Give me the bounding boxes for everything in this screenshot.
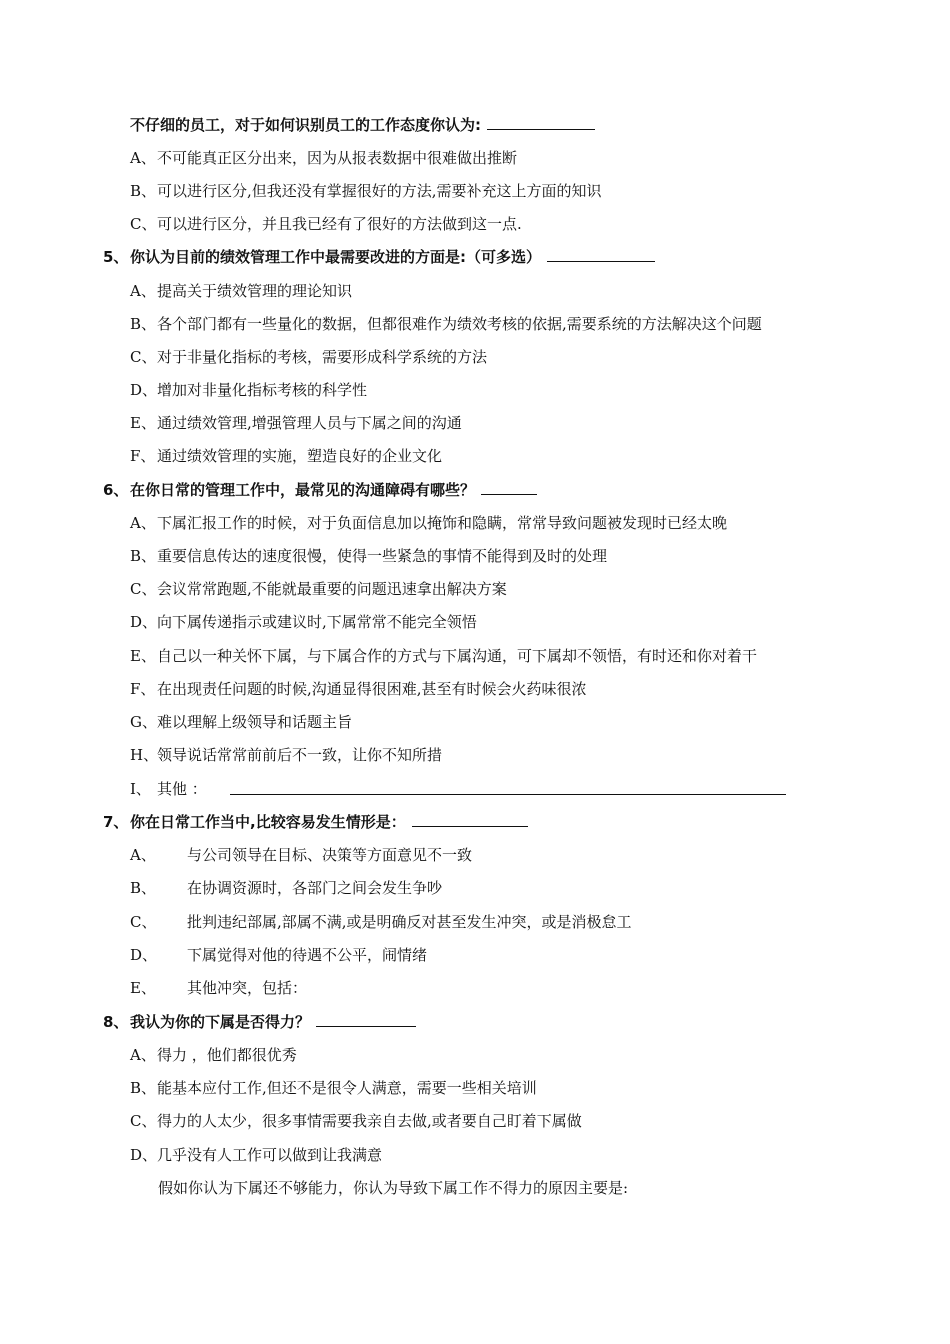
question-number: 5、 — [103, 248, 129, 266]
option-text: 提高关于绩效管理的理论知识 — [157, 282, 353, 300]
option-letter: E、 — [130, 647, 156, 665]
option-text: 各个部门都有一些量化的数据，但都很难作为绩效考核的依据,需要系统的方法解决这个问题 — [157, 315, 762, 333]
option-letter: C、 — [130, 348, 157, 366]
question-text: 你认为目前的绩效管理工作中最需要改进的方面是:（可多选） — [130, 246, 655, 268]
option-letter: D、 — [130, 1146, 158, 1164]
option-letter: C、 — [130, 1112, 157, 1130]
option-letter: H、 — [130, 746, 159, 764]
option-letter: B、 — [130, 1079, 157, 1097]
option-text: 批判违纪部属,部属不满,或是明确反对甚至发生冲突，或是消极怠工 — [187, 913, 632, 931]
option-letter: F、 — [130, 447, 156, 465]
option-letter: E、 — [130, 979, 156, 997]
option-letter: B、 — [130, 879, 157, 897]
answer-blank[interactable] — [481, 480, 537, 495]
option-text: 在协调资源时，各部门之间会发生争吵 — [187, 879, 443, 897]
option-letter: C、 — [130, 580, 157, 598]
option-text: 下属觉得对他的待遇不公平，闹情绪 — [187, 946, 428, 964]
option-text: 与公司领导在目标、决策等方面意见不一致 — [187, 846, 473, 864]
option-text: 可以进行区分，并且我已经有了很好的方法做到这一点. — [157, 215, 522, 233]
option-letter: A、 — [130, 846, 156, 864]
option-text: 其他 ： — [157, 780, 207, 798]
answer-blank[interactable] — [487, 115, 595, 130]
option-text: 不可能真正区分出来，因为从报表数据中很难做出推断 — [157, 149, 518, 167]
option-letter: F、 — [130, 680, 156, 698]
option-text: 领导说话常常前前后不一致，让你不知所措 — [157, 746, 443, 764]
option-text: 得力 ，他们都很优秀 — [157, 1046, 297, 1064]
option-text: 向下属传递指示或建议时,下属常常不能完全领悟 — [157, 613, 477, 631]
answer-blank[interactable] — [316, 1012, 416, 1027]
option-text: 通过绩效管理,增强管理人员与下属之间的沟通 — [157, 414, 462, 432]
question-text: 在你日常的管理工作中，最常见的沟通障碍有哪些？ — [130, 479, 537, 501]
option-letter: A、 — [130, 149, 156, 167]
option-letter: C、 — [130, 913, 157, 931]
option-letter: B、 — [130, 547, 157, 565]
question-number: 7、 — [103, 813, 129, 831]
option-letter: C、 — [130, 215, 157, 233]
option-letter: D、 — [130, 613, 158, 631]
option-letter: D、 — [130, 946, 158, 964]
option-letter: A、 — [130, 514, 156, 532]
followup-text: 假如你认为下属还不够能力，你认为导致下属工作不得力的原因主要是: — [158, 1179, 629, 1197]
option-text: 重要信息传达的速度很慢，使得一些紧急的事情不能得到及时的处理 — [157, 547, 608, 565]
option-text: 增加对非量化指标考核的科学性 — [157, 381, 368, 399]
option-text: 在出现责任问题的时候,沟通显得很困难,甚至有时候会火药味很浓 — [157, 680, 587, 698]
option-letter: I、 — [130, 780, 151, 798]
option-letter: B、 — [130, 182, 157, 200]
option-text: 能基本应付工作,但还不是很令人满意，需要一些相关培训 — [157, 1079, 537, 1097]
option-text: 可以进行区分,但我还没有掌握很好的方法,需要补充这上方面的知识 — [157, 182, 602, 200]
option-letter: A、 — [130, 282, 156, 300]
option-letter: D、 — [130, 381, 158, 399]
option-text: 得力的人太少，很多事情需要我亲自去做,或者要自己盯着下属做 — [157, 1112, 582, 1130]
option-letter: E、 — [130, 414, 156, 432]
option-text: 几乎没有人工作可以做到让我满意 — [157, 1146, 383, 1164]
option-letter: A、 — [130, 1046, 156, 1064]
question-4-text: 不仔细的员工，对于如何识别员工的工作态度你认为: — [130, 114, 595, 136]
option-letter: G、 — [130, 713, 157, 731]
answer-blank[interactable] — [547, 247, 655, 262]
option-letter: B、 — [130, 315, 157, 333]
question-text: 我认为你的下属是否得力？ — [130, 1011, 416, 1033]
question-number: 8、 — [103, 1013, 129, 1031]
answer-blank[interactable] — [412, 812, 528, 827]
option-text: 下属汇报工作的时候，对于负面信息加以掩饰和隐瞒，常常导致问题被发现时已经太晚 — [157, 514, 728, 532]
option-text: 自己以一种关怀下属，与下属合作的方式与下属沟通，可下属却不领悟，有时还和你对着干 — [157, 647, 758, 665]
other-answer-line[interactable] — [230, 794, 786, 795]
question-text: 你在日常工作当中,比较容易发生情形是： — [130, 811, 528, 833]
question-number: 6、 — [103, 481, 129, 499]
option-text: 对于非量化指标的考核，需要形成科学系统的方法 — [157, 348, 488, 366]
option-text: 会议常常跑题,不能就最重要的问题迅速拿出解决方案 — [157, 580, 507, 598]
option-text: 通过绩效管理的实施，塑造良好的企业文化 — [157, 447, 443, 465]
option-text: 其他冲突，包括： — [187, 979, 308, 997]
option-text: 难以理解上级领导和话题主旨 — [157, 713, 353, 731]
